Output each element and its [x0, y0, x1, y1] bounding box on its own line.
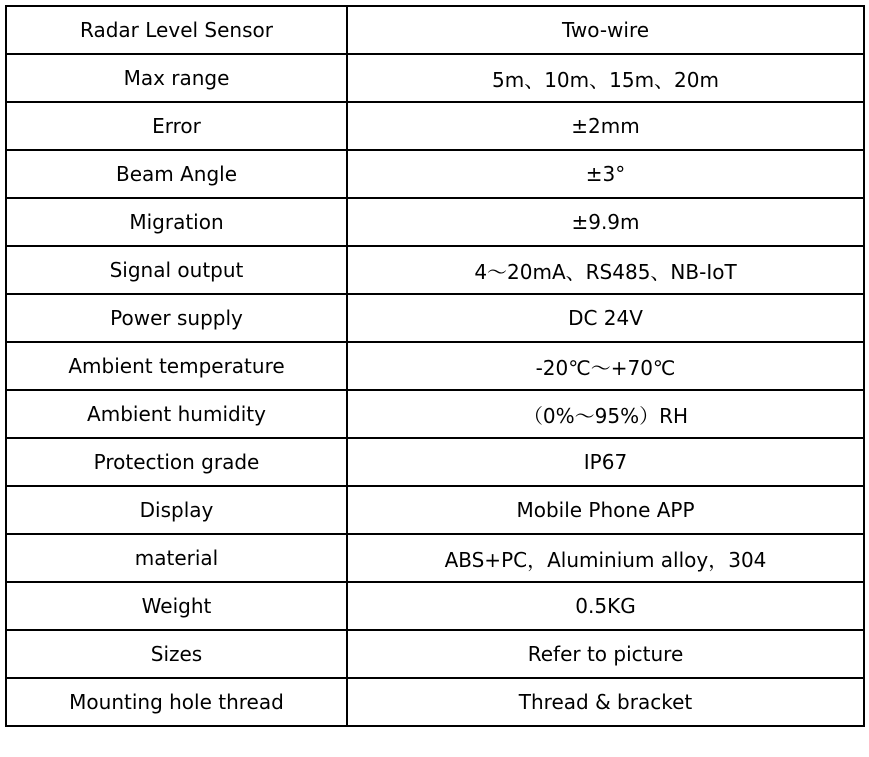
table-row — [6, 102, 864, 150]
table-row — [6, 198, 864, 246]
spec-value: 0.5KG — [347, 582, 864, 630]
table-row — [6, 150, 864, 198]
spec-label: Beam Angle — [6, 150, 347, 198]
spec-value: ±9.9m — [347, 198, 864, 246]
table-row — [6, 486, 864, 534]
spec-value: 4～20mA、RS485、NB-IoT — [347, 246, 864, 294]
spec-value: IP67 — [347, 438, 864, 486]
spec-value: （0%～95%）RH — [347, 390, 864, 438]
spec-label: Power supply — [6, 294, 347, 342]
table-row — [6, 678, 864, 726]
table-row — [6, 294, 864, 342]
spec-label: Ambient temperature — [6, 342, 347, 390]
table-row — [6, 390, 864, 438]
spec-label: Display — [6, 486, 347, 534]
spec-value: DC 24V — [347, 294, 864, 342]
spec-label: Migration — [6, 198, 347, 246]
spec-label: Radar Level Sensor — [6, 6, 347, 54]
spec-value: Two-wire — [347, 6, 864, 54]
spec-value: ±2mm — [347, 102, 864, 150]
spec-table — [5, 5, 865, 727]
spec-label: material — [6, 534, 347, 582]
table-row — [6, 246, 864, 294]
spec-value: ABS+PC，Aluminium alloy，304 — [347, 534, 864, 582]
table-row — [6, 630, 864, 678]
table-row — [6, 438, 864, 486]
spec-label: Protection grade — [6, 438, 347, 486]
spec-value: Thread & bracket — [347, 678, 864, 726]
table-row — [6, 6, 864, 54]
spec-value: Refer to picture — [347, 630, 864, 678]
spec-label: Max range — [6, 54, 347, 102]
table-row — [6, 342, 864, 390]
spec-label: Weight — [6, 582, 347, 630]
table-row — [6, 54, 864, 102]
spec-label: Signal output — [6, 246, 347, 294]
spec-value: 5m、10m、15m、20m — [347, 54, 864, 102]
spec-label: Ambient humidity — [6, 390, 347, 438]
spec-label: Error — [6, 102, 347, 150]
spec-value: ±3° — [347, 150, 864, 198]
spec-value: -20℃～+70℃ — [347, 342, 864, 390]
table-row — [6, 582, 864, 630]
spec-value: Mobile Phone APP — [347, 486, 864, 534]
spec-label: Mounting hole thread — [6, 678, 347, 726]
spec-label: Sizes — [6, 630, 347, 678]
table-row — [6, 534, 864, 582]
